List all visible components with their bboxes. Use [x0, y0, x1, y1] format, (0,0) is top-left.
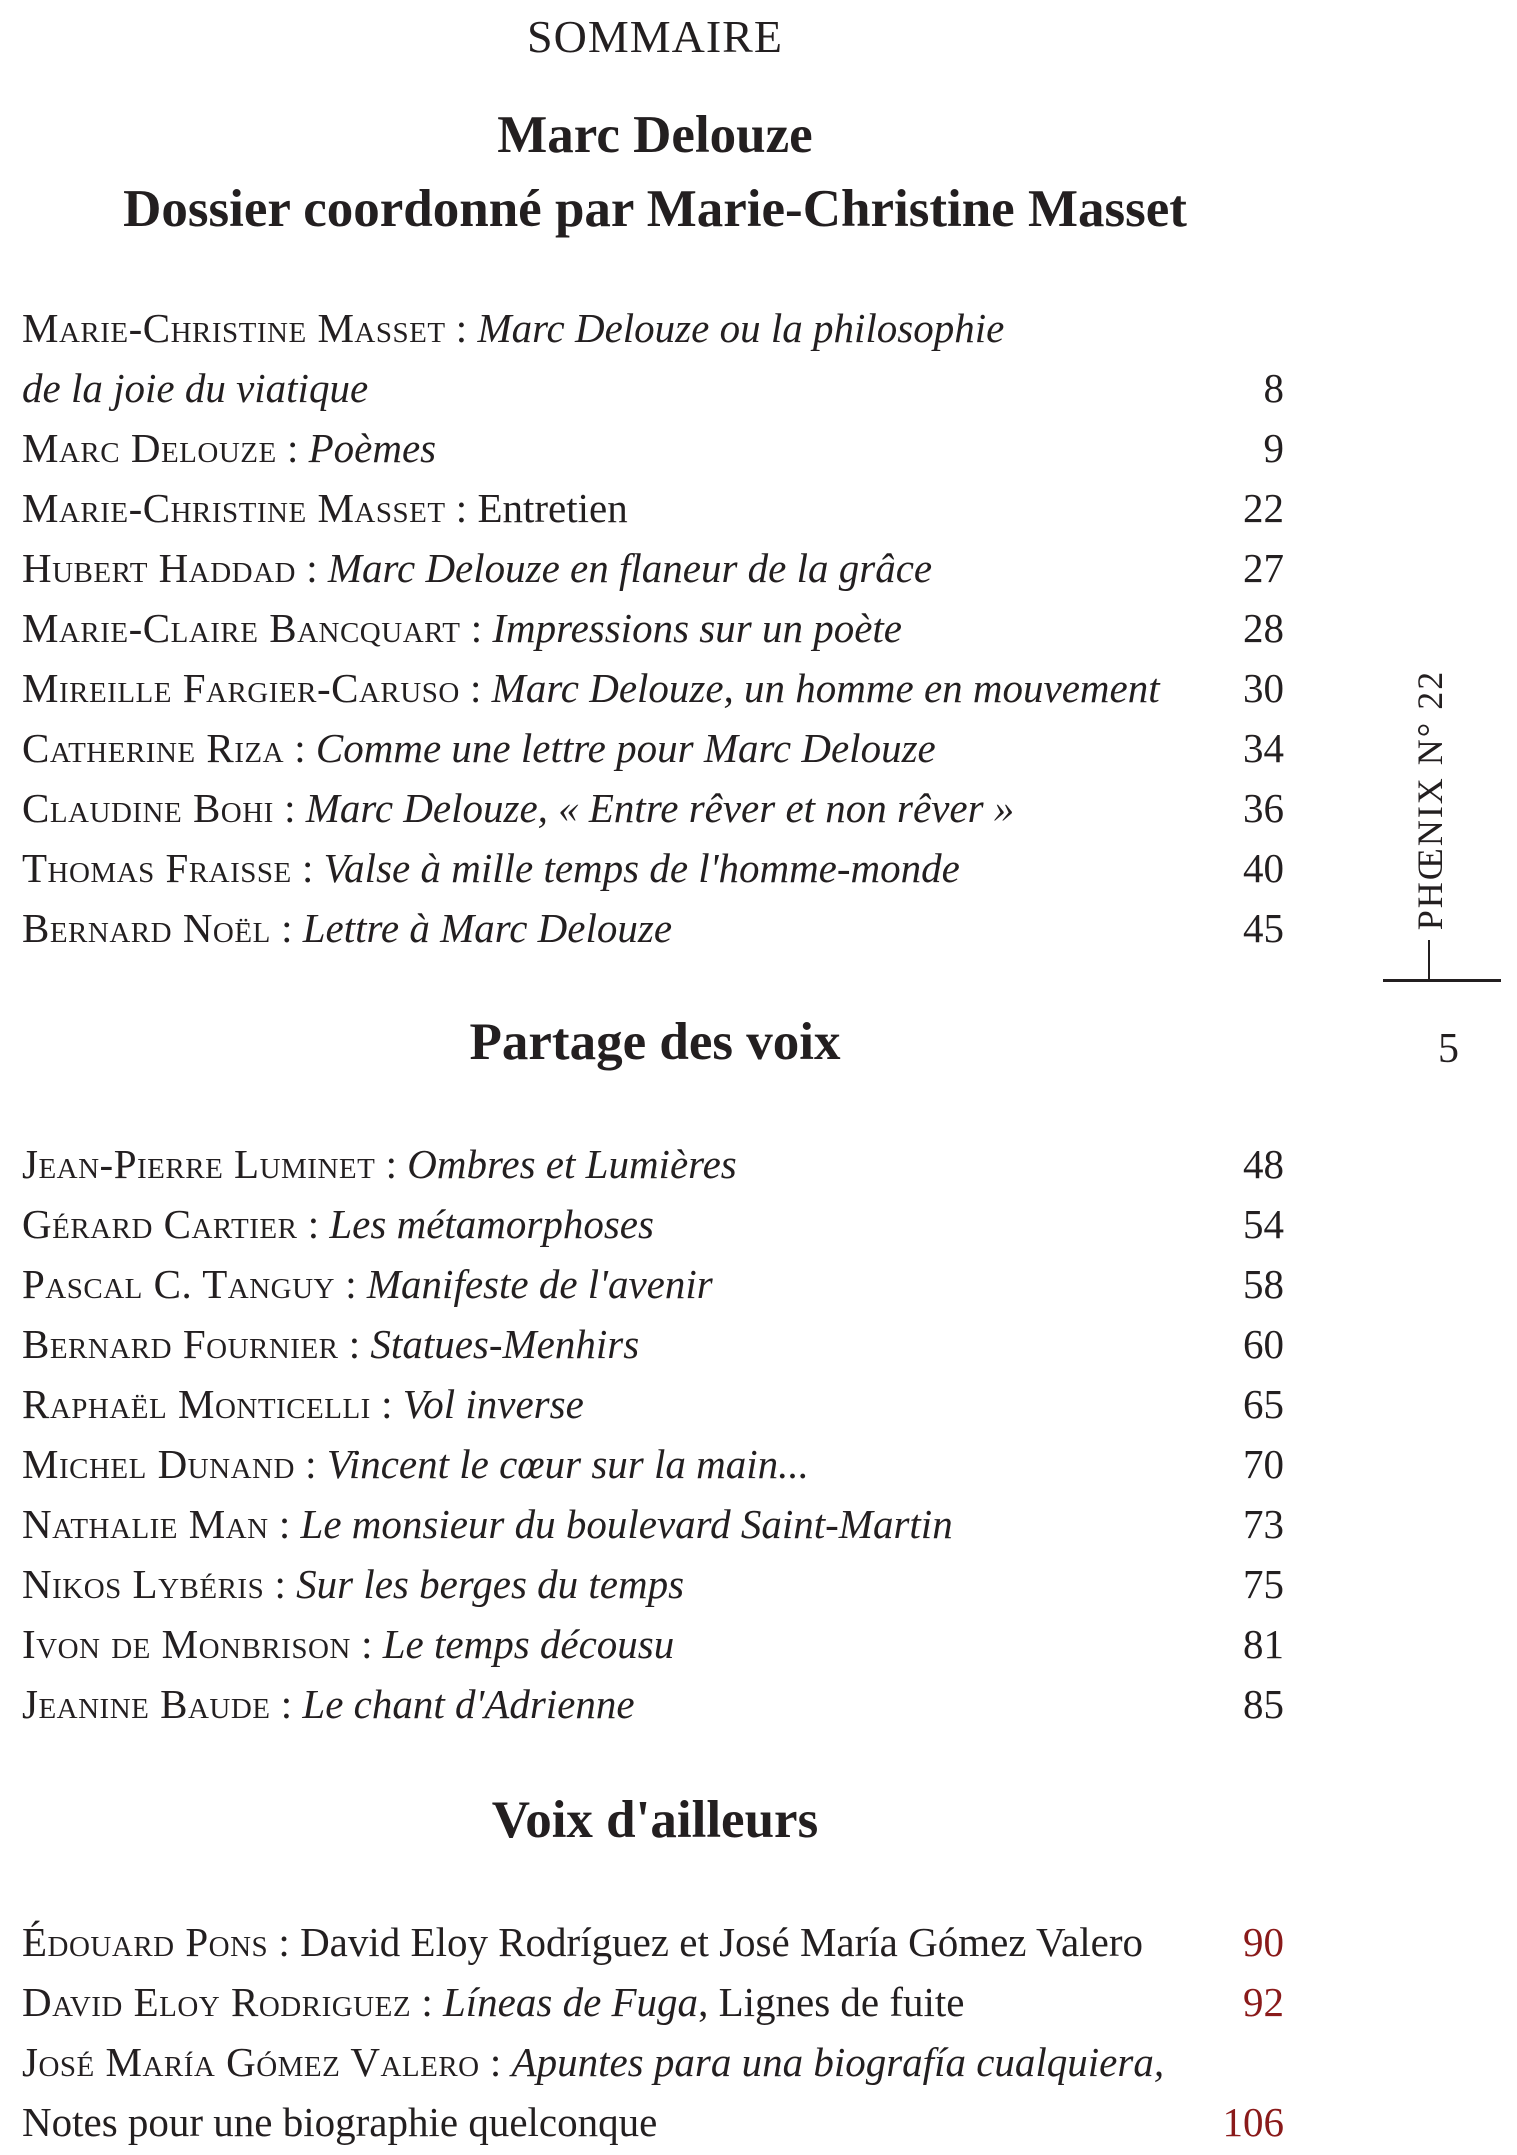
toc-page-number: 73: [1243, 1501, 1284, 1547]
toc-work-title: Marc Delouze, un homme en mouvement: [491, 665, 1160, 711]
toc-entry: [22, 1254, 1284, 1314]
toc-entry: [22, 1972, 1284, 2032]
toc-separator: :: [291, 845, 324, 891]
toc-page-number: 48: [1243, 1141, 1284, 1187]
toc-entry: [22, 898, 1284, 958]
toc-work-title: Vincent le cœur sur la main...: [326, 1441, 809, 1487]
toc-author: Marc Delouze: [22, 425, 277, 471]
side-divider-vertical: [1428, 940, 1430, 980]
toc-page-number: 22: [1243, 485, 1284, 531]
toc-separator: :: [270, 905, 303, 951]
toc-plain-text: Notes pour une biographie quelconque: [22, 2099, 658, 2145]
toc-entry: [22, 1134, 1284, 1194]
toc-author: Nikos Lybéris: [22, 1561, 265, 1607]
toc-entry: [22, 838, 1284, 898]
toc-entry-text: [22, 1134, 737, 1194]
toc-work-title: Lettre à Marc Delouze: [302, 905, 673, 951]
toc-separator: :: [375, 1141, 408, 1187]
toc-page-number: 81: [1243, 1621, 1284, 1667]
toc-page-number: 106: [1222, 2099, 1284, 2145]
toc-page-number: 90: [1243, 1919, 1284, 1965]
toc-entry: [22, 538, 1284, 598]
toc-work-title: Le temps décousu: [382, 1621, 675, 1667]
toc-entry: [22, 1434, 1284, 1494]
toc-work-title: Le chant d'Adrienne: [302, 1681, 635, 1727]
toc-separator: :: [276, 425, 309, 471]
toc-separator: :: [296, 545, 328, 591]
toc-page-number: 28: [1243, 605, 1284, 651]
toc-entry-text: [22, 1194, 654, 1254]
toc-author: Bernard Fournier: [22, 1321, 339, 1367]
toc-work-title: Comme une lettre pour Marc Delouze: [315, 725, 936, 771]
journal-issue-label: PHŒNIX N° 22: [1410, 669, 1450, 931]
toc-author: Marie-Claire Bancquart: [22, 605, 461, 651]
toc-entry-text: [22, 1494, 953, 1554]
toc-work-title: Marc Delouze ou la philosophie: [477, 305, 1005, 351]
toc-work-title: Impressions sur un poète: [492, 605, 902, 651]
toc-author: Ivon de Monbrison: [22, 1621, 351, 1667]
toc-author: Mireille Fargier-Caruso: [22, 665, 460, 711]
toc-work-title: Le monsieur du boulevard Saint-Martin: [300, 1501, 953, 1547]
toc-work-title: Statues-Menhirs: [370, 1321, 640, 1367]
toc-entry-text: [22, 658, 1160, 718]
toc-entry-text: [22, 418, 436, 478]
toc-entry: [22, 718, 1284, 778]
toc-work-title: de la joie du viatique: [22, 365, 369, 411]
toc-page-number: 75: [1243, 1561, 1284, 1607]
dossier-title-line2: Dossier coordonné par Marie-Christine Masset: [123, 180, 1187, 238]
toc-author: Claudine Bohi: [22, 785, 274, 831]
toc-entry-text: [22, 2092, 657, 2152]
toc-page-number: 54: [1243, 1201, 1284, 1247]
page-folio: 5: [1438, 1026, 1459, 1072]
toc-page-number: 85: [1243, 1681, 1284, 1727]
toc-separator: :: [268, 1501, 301, 1547]
toc-entry-text: [22, 718, 936, 778]
toc-entry: [22, 298, 1284, 358]
toc-work-title: Les métamorphoses: [329, 1201, 654, 1247]
toc-entry: [22, 1614, 1284, 1674]
toc-entry: [22, 1494, 1284, 1554]
toc-work-title: Marc Delouze en flaneur de la grâce: [327, 545, 933, 591]
toc-entry-text: [22, 1614, 674, 1674]
toc-separator: :: [268, 1919, 301, 1965]
toc-entry-text: [22, 478, 628, 538]
toc-author: Gérard Cartier: [22, 1201, 298, 1247]
toc-page-number: 92: [1243, 1979, 1284, 2025]
toc-work-title: Líneas de Fuga: [442, 1979, 699, 2025]
toc-separator: :: [284, 725, 316, 771]
toc-entry: [22, 658, 1284, 718]
toc-separator: :: [459, 665, 492, 711]
toc-entry-text: [22, 1912, 1143, 1972]
toc-separator: :: [350, 1621, 383, 1667]
toc-page-number: 58: [1243, 1261, 1284, 1307]
toc-work-title: Ombres et Lumières: [407, 1141, 737, 1187]
toc-page-number: 60: [1243, 1321, 1284, 1367]
toc-plain-text: Entretien: [477, 485, 628, 531]
toc-separator: :: [445, 305, 478, 351]
toc-entry: [22, 1554, 1284, 1614]
toc-entry-text: [22, 2032, 1164, 2092]
toc-work-title: Valse à mille temps de l'homme-monde: [323, 845, 960, 891]
toc-work-title: Marc Delouze, « Entre rêver et non rêver »: [305, 785, 1015, 831]
dossier-entries: [22, 298, 1284, 958]
toc-page-number: 30: [1243, 665, 1284, 711]
toc-entry: [22, 2032, 1284, 2092]
toc-author: Michel Dunand: [22, 1441, 295, 1487]
toc-author: Raphaël Monticelli: [22, 1381, 371, 1427]
toc-separator: :: [445, 485, 478, 531]
toc-entry-text: [22, 358, 368, 418]
toc-entry-text: [22, 1972, 964, 2032]
toc-entry-text: [22, 1314, 639, 1374]
toc-work-title: Manifeste de l'avenir: [366, 1261, 713, 1307]
ailleurs-entries: [22, 1912, 1284, 2152]
toc-work-title: Poèmes: [308, 425, 437, 471]
toc-entry: [22, 1194, 1284, 1254]
toc-separator: :: [297, 1201, 330, 1247]
toc-page-number: 27: [1243, 545, 1284, 591]
toc-separator: :: [270, 1681, 303, 1727]
toc-entry-text: [22, 298, 1004, 358]
toc-page-number: 70: [1243, 1441, 1284, 1487]
toc-entry-text: [22, 1554, 684, 1614]
toc-page-number: 9: [1263, 425, 1284, 471]
toc-entry: [22, 358, 1284, 418]
dossier-title-line1: Marc Delouze: [497, 106, 813, 164]
toc-entry: [22, 598, 1284, 658]
toc-separator: :: [370, 1381, 403, 1427]
toc-page-number: 40: [1243, 845, 1284, 891]
toc-entry: [22, 1374, 1284, 1434]
toc-entry-text: [22, 1674, 635, 1734]
toc-separator: :: [335, 1261, 367, 1307]
toc-author: Hubert Haddad: [22, 545, 296, 591]
toc-author: Jeanine Baude: [22, 1681, 271, 1727]
toc-separator: :: [294, 1441, 327, 1487]
partage-entries: [22, 1134, 1284, 1734]
partage-section-title: Partage des voix: [469, 1013, 841, 1071]
toc-entry-text: [22, 538, 932, 598]
sommaire-heading: SOMMAIRE: [527, 11, 783, 62]
toc-page-number: 8: [1263, 365, 1284, 411]
toc-entry-text: [22, 1434, 809, 1494]
toc-entry: [22, 478, 1284, 538]
toc-author: Thomas Fraisse: [22, 845, 292, 891]
toc-entry: [22, 778, 1284, 838]
toc-author: Bernard Noël: [22, 905, 271, 951]
toc-separator: :: [479, 2039, 512, 2085]
toc-page-number: 45: [1243, 905, 1284, 951]
toc-page-number: 65: [1243, 1381, 1284, 1427]
toc-author: Marie-Christine Masset: [22, 485, 446, 531]
toc-plain-text: , Lignes de fuite: [698, 1979, 965, 2025]
toc-plain-text: David Eloy Rodríguez et José María Gómez Valero: [300, 1919, 1144, 1965]
toc-entry: [22, 2092, 1284, 2152]
toc-entry-text: [22, 598, 902, 658]
toc-author: José María Gómez Valero: [22, 2039, 480, 2085]
toc-entry-text: [22, 778, 1014, 838]
toc-author: Jean-Pierre Luminet: [22, 1141, 376, 1187]
side-divider-rule: [1383, 979, 1501, 982]
toc-page-number: 34: [1243, 725, 1284, 771]
toc-separator: :: [338, 1321, 371, 1367]
toc-separator: :: [273, 785, 306, 831]
toc-entry-text: [22, 1254, 713, 1314]
toc-entry: [22, 418, 1284, 478]
toc-author: Pascal C. Tanguy: [22, 1261, 335, 1307]
toc-entry: [22, 1314, 1284, 1374]
toc-entry-text: [22, 1374, 584, 1434]
toc-author: Marie-Christine Masset: [22, 305, 446, 351]
toc-author: Nathalie Man: [22, 1501, 269, 1547]
toc-separator: :: [460, 605, 493, 651]
toc-separator: :: [264, 1561, 297, 1607]
toc-entry-text: [22, 838, 960, 898]
ailleurs-section-title: Voix d'ailleurs: [491, 1791, 819, 1849]
toc-author: Édouard Pons: [22, 1919, 269, 1965]
toc-entry: [22, 1674, 1284, 1734]
toc-entry-text: [22, 898, 672, 958]
toc-work-title: Sur les berges du temps: [296, 1561, 685, 1607]
toc-author: Catherine Riza: [22, 725, 285, 771]
toc-work-title: Apuntes para una biografía cualquiera,: [511, 2039, 1165, 2085]
toc-page-number: 36: [1243, 785, 1284, 831]
toc-work-title: Vol inverse: [402, 1381, 584, 1427]
toc-author: David Eloy Rodriguez: [22, 1979, 412, 2025]
toc-separator: :: [411, 1979, 443, 2025]
toc-entry: [22, 1912, 1284, 1972]
